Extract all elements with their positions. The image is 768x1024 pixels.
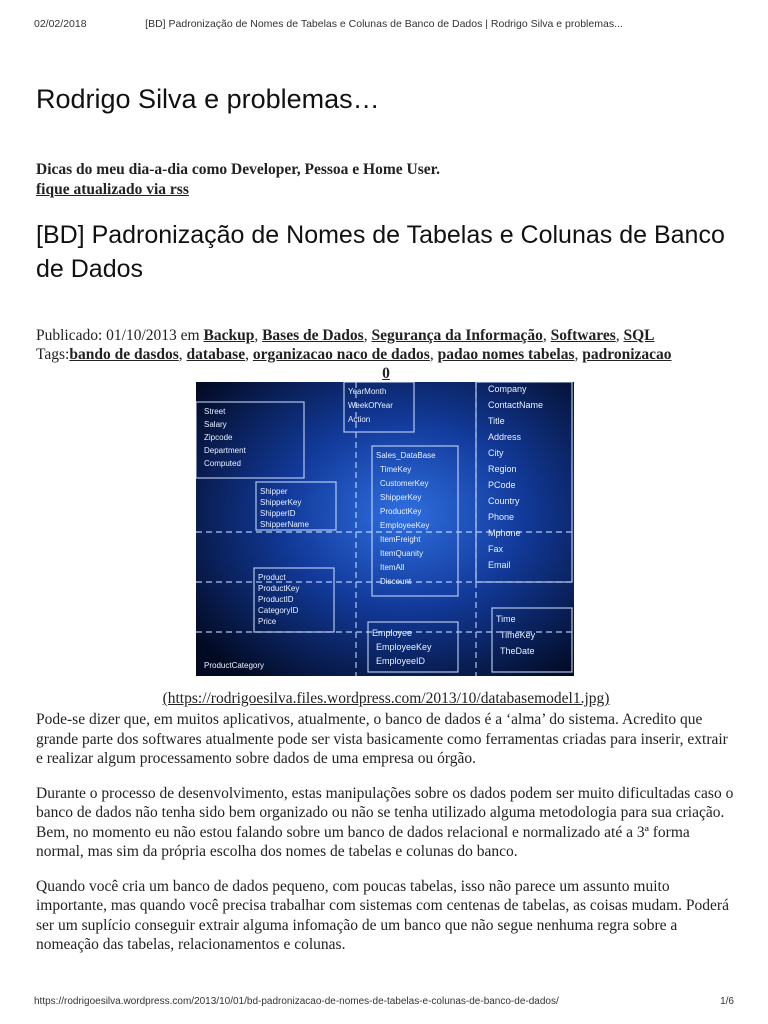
field-customer-0: Company (488, 384, 527, 394)
field-shipper-0: Shipper (260, 487, 288, 496)
field-product-2: ProductID (258, 595, 294, 604)
field-top-2: Action (348, 415, 371, 424)
field-product-3: CategoryID (258, 606, 299, 615)
field-time-2: TheDate (500, 646, 535, 656)
field-customer-8: Phone (488, 512, 515, 522)
print-date: 02/02/2018 (34, 18, 87, 30)
field-customer-11: Email (488, 560, 511, 570)
site-title[interactable]: Rodrigo Silva e problemas… (36, 84, 380, 114)
field-sales-0: Sales_DataBase (376, 451, 436, 460)
category-link-seguranca[interactable]: Segurança da Informação (371, 327, 543, 344)
tag-link-padao-nomes[interactable]: padao nomes tabelas (437, 346, 575, 363)
field-sales-7: ItemQuanity (380, 549, 424, 558)
field-customer-7: Country (488, 496, 520, 506)
paragraph: Pode-se dizer que, em muitos aplicativos, atualmente, o banco de dados é a ‘alma’ do sistema. Acredito que grande parte dos softwares atualmente pode ser vista basicamente como ferramentas criadas para inserir, extrair e realizar algum processamento sobre dados de uma empresa ou órgão. (36, 711, 728, 767)
field-product-0: Product (258, 573, 286, 582)
field-top-0: YearMonth (348, 387, 387, 396)
field-employee-0: Employee (372, 628, 413, 638)
field-customer-5: Region (488, 464, 517, 474)
tag-link-overflow[interactable]: 0 (382, 365, 390, 382)
field-top-1: WeekOfYear (348, 401, 393, 410)
field-sales-4: ProductKey (380, 507, 422, 516)
field-product-1: ProductKey (258, 584, 300, 593)
field-left-1: Salary (204, 420, 227, 429)
print-url: https://rodrigoesilva.wordpress.com/2013/10/01/bd-padronizacao-de-nomes-de-tabelas-e-colunas-de-banco-de-dados/ (34, 996, 559, 1007)
field-left-4: Computed (204, 459, 241, 468)
field-customer-10: Fax (488, 544, 504, 554)
field-customer-4: City (488, 448, 504, 458)
tag-link-organizacao[interactable]: organizacao naco de dados (252, 346, 430, 363)
tag-link-padronizacao[interactable]: padronizacao (582, 346, 672, 363)
tag-link-database[interactable]: database (186, 346, 246, 363)
field-sales-6: ItemFreight (380, 535, 421, 544)
post-meta: Publicado: 01/10/2013 em Backup, Bases de Dados, Segurança da Informação, Softwares, SQL Tags:bando de dasdos, database, organizacao naco de dados, padao nomes tabelas, padronizacao 0 (36, 326, 736, 383)
field-shipper-2: ShipperID (260, 509, 296, 518)
site-tagline: Dicas do meu dia-a-dia como Developer, Pessoa e Home User. (36, 161, 440, 178)
field-left-2: Zipcode (204, 433, 233, 442)
field-employee-2: EmployeeID (376, 656, 426, 666)
category-link-bases-de-dados[interactable]: Bases de Dados (262, 327, 364, 344)
field-sales-5: EmployeeKey (380, 521, 430, 530)
field-customer-9: Mphone (488, 528, 521, 538)
tag-link-bando-de-dasdos[interactable]: bando de dasdos (69, 346, 179, 363)
database-schema-illustration (196, 382, 574, 676)
field-customer-2: Title (488, 416, 505, 426)
paragraph: Durante o processo de desenvolvimento, estas manipulações sobre os dados podem ser muito dificultadas caso o banco de dados não tenha sido bem organizado ou não se tenha utilizado alguma metodologia para sua criação. Bem, no momento eu não estou falando sobre um banco de dados relacional e normalizado até a 3ª forma normal, mas sim da própria escolha dos nomes de tabelas e colunas do banco. (36, 784, 734, 860)
field-sales-9: Discount (380, 577, 412, 586)
rss-link[interactable]: fique atualizado via rss (36, 181, 189, 198)
image-caption (36, 690, 736, 708)
category-link-softwares[interactable]: Softwares (550, 327, 616, 344)
field-sales-8: ItemAll (380, 563, 405, 572)
print-header (34, 18, 734, 34)
image-caption-link[interactable]: (https://rodrigoesilva.files.wordpress.com/2013/10/databasemodel1.jpg) (162, 690, 610, 707)
print-document-title: [BD] Padronização de Nomes de Tabelas e Colunas de Banco de Dados | Rodrigo Silva e problemas... (145, 18, 623, 30)
field-customer-3: Address (488, 432, 522, 442)
field-shipper-1: ShipperKey (260, 498, 302, 507)
category-link-backup[interactable]: Backup (203, 327, 255, 344)
field-product-category: ProductCategory (204, 661, 265, 670)
post-body (36, 710, 736, 970)
database-model-image[interactable] (196, 382, 574, 676)
tags-label: Tags: (36, 346, 70, 363)
field-sales-1: TimeKey (380, 465, 412, 474)
paragraph: Quando você cria um banco de dados pequeno, com poucas tabelas, isso não parece um assunto muito importante, mas quando você precisa trabalhar com sistemas com centenas de tabelas, as coisas mudam. Poderá ser um suplício conseguir extrair alguma infomação de um banco que não segue nenhuma regra sobre a nomeação das tabelas, relacionamentos e colunas. (36, 877, 729, 953)
field-time-0: Time (496, 614, 516, 624)
field-sales-3: ShipperKey (380, 493, 422, 502)
field-employee-1: EmployeeKey (376, 642, 432, 652)
field-left-0: Street (204, 407, 226, 416)
tags-line: Tags:bando de dasdos, database, organizacao naco de dados, padao nomes tabelas, padronizacao (36, 346, 672, 363)
print-footer (34, 996, 734, 1010)
field-shipper-3: ShipperName (260, 520, 309, 529)
site-tagline-block (36, 160, 440, 200)
field-product-4: Price (258, 617, 277, 626)
page-number: 1/6 (720, 996, 734, 1007)
field-sales-2: CustomerKey (380, 479, 429, 488)
category-link-sql[interactable]: SQL (623, 327, 655, 344)
field-left-3: Department (204, 446, 246, 455)
field-time-1: TimeKey (500, 630, 536, 640)
post-title: [BD] Padronização de Nomes de Tabelas e Colunas de Banco de Dados (36, 221, 725, 283)
field-customer-6: PCode (488, 480, 516, 490)
published-label: Publicado: 01/10/2013 em (36, 327, 204, 344)
field-customer-1: ContactName (488, 400, 544, 410)
